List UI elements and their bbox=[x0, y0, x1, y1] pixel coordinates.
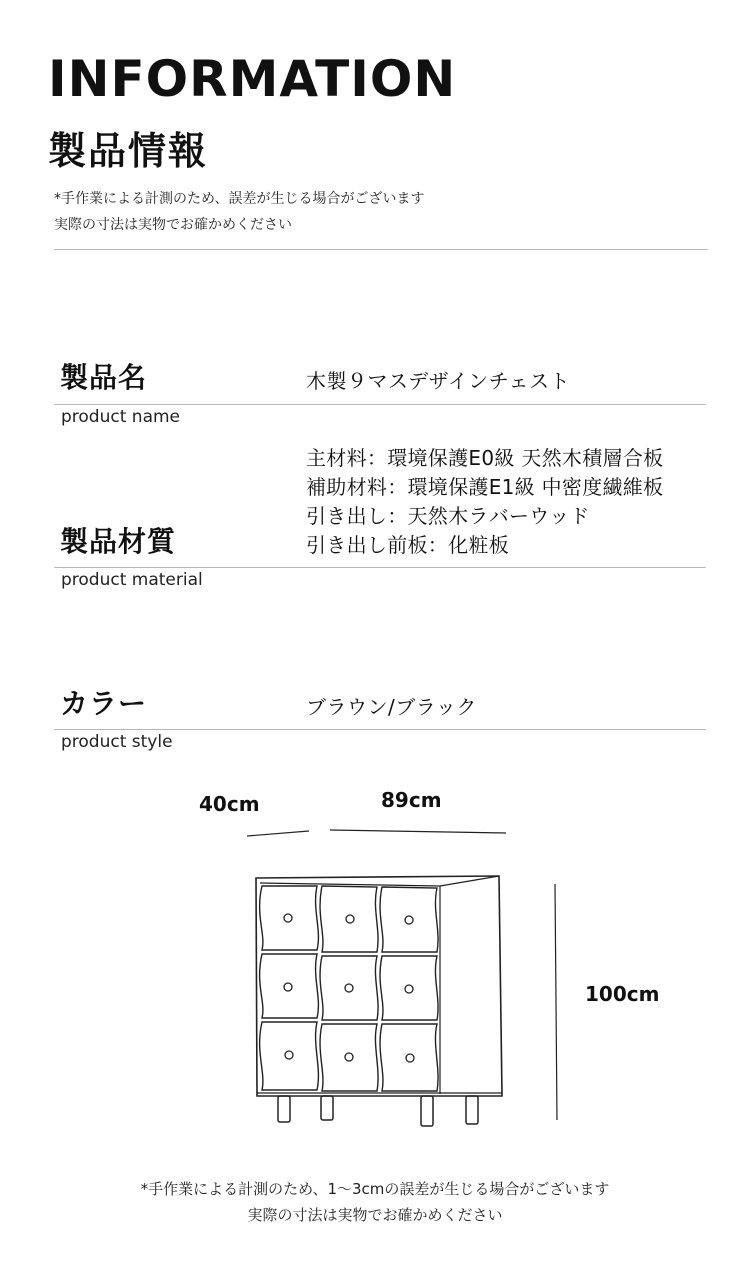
product-color-label: カラー bbox=[60, 687, 148, 720]
product-color-value: ブラウン/ブラック bbox=[306, 695, 477, 719]
cabinet-body bbox=[256, 876, 502, 1096]
material-line-drawer: 引き出し：天然木ラバーウッド bbox=[306, 504, 590, 528]
material-line-sub: 補助材料：環境保護E1級 中密度繊維板 bbox=[306, 475, 664, 499]
product-material-label: 製品材質 bbox=[60, 525, 177, 558]
footer-measurement-note: *手作業による計測のため、1～3cmの誤差が生じる場合がございます bbox=[140, 1180, 610, 1198]
width-dimension-line bbox=[330, 830, 506, 833]
height-dimension-line bbox=[555, 884, 557, 1120]
footer-verify-note: 実際の寸法は実物でお確かめください bbox=[247, 1206, 503, 1224]
depth-label: 40cm bbox=[199, 792, 260, 816]
product-material-label-en: product material bbox=[61, 570, 203, 590]
height-label: 100cm bbox=[585, 982, 660, 1006]
width-label: 89cm bbox=[381, 788, 442, 812]
verify-note: 実際の寸法は実物でお確かめください bbox=[54, 217, 292, 233]
product-name-label: 製品名 bbox=[60, 361, 148, 394]
cabinet-legs bbox=[278, 1096, 478, 1126]
page-title-en: INFORMATION bbox=[48, 50, 457, 108]
product-style-label-en: product style bbox=[61, 732, 173, 752]
material-line-main: 主材料：環境保護E0級 天然木積層合板 bbox=[306, 446, 664, 470]
page-title-jp: 製品情報 bbox=[48, 129, 209, 173]
measurement-note: *手作業による計測のため、誤差が生じる場合がございます bbox=[54, 191, 425, 207]
product-name-label-en: product name bbox=[61, 407, 180, 427]
material-line-front: 引き出し前板：化粧板 bbox=[306, 533, 509, 557]
depth-dimension-line bbox=[247, 831, 309, 836]
product-name-value: 木製９マスデザインチェスト bbox=[306, 369, 571, 393]
